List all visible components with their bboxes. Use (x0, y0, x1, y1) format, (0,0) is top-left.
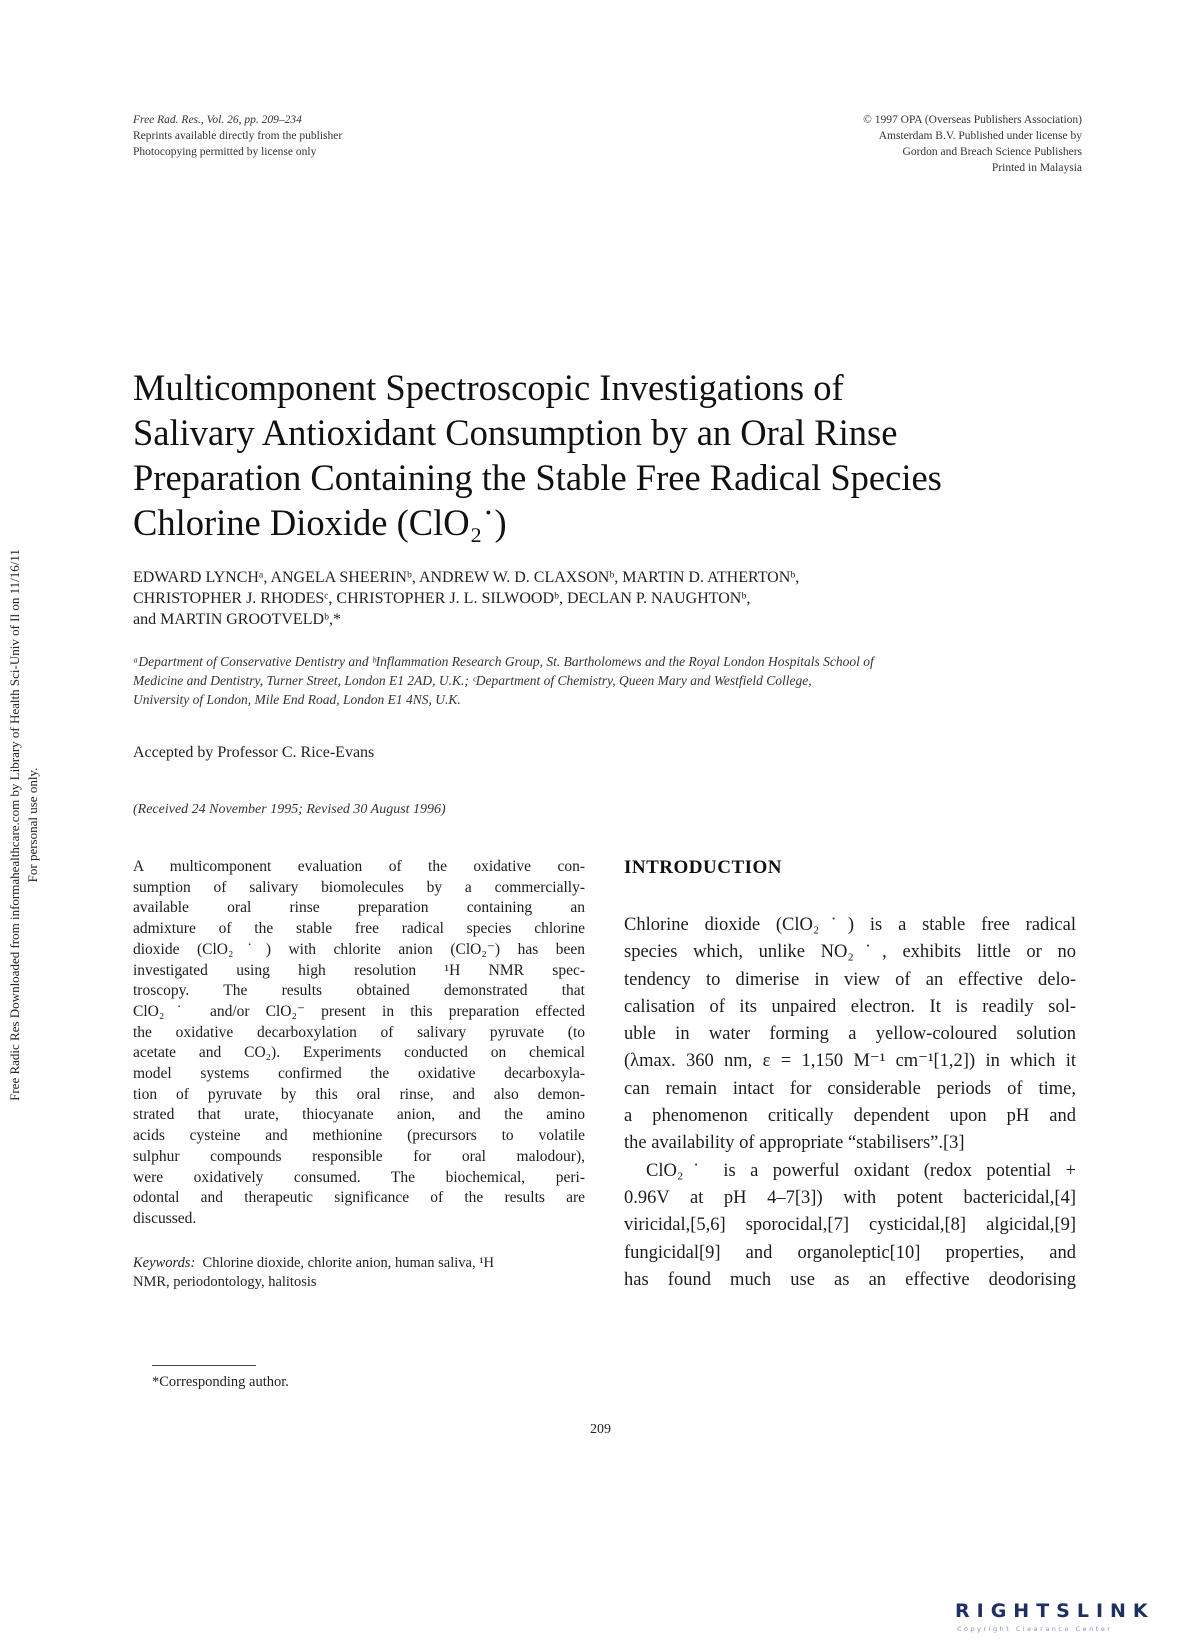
download-source-line: Free Radic Res Downloaded from informahealthcare.com by Library of Health Sci-Univ of Il on 11/16/11 (7, 549, 22, 1101)
abstract-line: tion of pyruvate by this oral rinse, and also demon- (133, 1085, 585, 1103)
abstract-line: available oral rinse preparation containing an (133, 899, 585, 917)
title-line: Preparation Containing the Stable Free Radical Species (133, 457, 942, 498)
abstract-line: ClO₂˙ and/or ClO₂⁻ present in this preparation effected (133, 1002, 585, 1020)
intro-line: viricidal,[5,6] sporocidal,[7] cysticidal,[8] algicidal,[9] (624, 1215, 1076, 1236)
intro-line: calisation of its unpaired electron. It is readily sol- (624, 996, 1076, 1017)
intro-line: a phenomenon critically dependent upon pH and (624, 1106, 1076, 1127)
keywords-text: Chlorine dioxide, chlorite anion, human saliva, ¹H (202, 1255, 495, 1271)
abstract-line: sulphur compounds responsible for oral malodour), (133, 1147, 585, 1165)
copyright-line: © 1997 OPA (Overseas Publishers Association) (863, 114, 1082, 126)
keywords-text: NMR, periodontology, halitosis (133, 1274, 317, 1290)
intro-line: fungicidal[9] and organoleptic[10] properties, and (624, 1242, 1076, 1263)
author-line: and MARTIN GROOTVELDᵇ,* (133, 611, 341, 628)
accepted-by: Accepted by Professor C. Rice-Evans (133, 744, 375, 761)
abstract-line: strated that urate, thiocyanate anion, and the amino (133, 1106, 585, 1124)
affiliation-line: University of London, Mile End Road, London E1 4NS, U.K. (133, 692, 461, 707)
section-heading: INTRODUCTION (624, 857, 783, 878)
rightslink-logo[interactable] (955, 1600, 1155, 1640)
intro-line: uble in water forming a yellow-coloured solution (624, 1024, 1076, 1045)
abstract (133, 857, 585, 1230)
printed-line: Printed in Malaysia (991, 162, 1082, 174)
abstract-line: acetate and CO₂). Experiments conducted on chemical (133, 1044, 585, 1062)
keywords-label: Keywords: (133, 1255, 196, 1271)
corresponding-author-footnote: *Corresponding author. (152, 1374, 289, 1390)
introduction-text (624, 912, 1076, 1294)
photocopy-note: Photocopying permitted by license only (133, 146, 317, 158)
affiliations (133, 652, 1093, 709)
abstract-line: sumption of salivary biomolecules by a commercially- (133, 878, 585, 896)
abstract-line: dioxide (ClO₂˙) with chlorite anion (ClO₂⁻) has been (133, 940, 585, 958)
title-line: Multicomponent Spectroscopic Investigations of (133, 367, 844, 408)
abstract-line: A multicomponent evaluation of the oxidative con- (133, 858, 585, 875)
license-line: Amsterdam B.V. Published under license by (878, 130, 1082, 142)
intro-line: ClO₂˙ is a powerful oxidant (redox potential + (646, 1160, 1076, 1181)
intro-line: tendency to dimerise in view of an effective delo- (624, 969, 1076, 990)
reprints-note: Reprints available directly from the publisher (133, 130, 343, 142)
keywords (133, 1254, 585, 1292)
footnote-rule (152, 1365, 256, 1366)
abstract-line: investigated using high resolution ¹H NMR spec- (133, 961, 585, 979)
publisher-header (863, 112, 1082, 176)
publisher-line: Gordon and Breach Science Publishers (902, 146, 1082, 158)
abstract-line: the oxidative decarboxylation of salivary pyruvate (to (133, 1023, 585, 1041)
article-title (133, 365, 1093, 545)
received-dates: (Received 24 November 1995; Revised 30 August 1996) (133, 802, 446, 817)
affiliation-line: ᵃDepartment of Conservative Dentistry and ᵇInflammation Research Group, St. Bartholomews and the Royal London Hospitals School of (133, 654, 874, 669)
intro-line: the availability of appropriate “stabilisers”.[3] (624, 1133, 965, 1154)
journal-header (133, 112, 342, 160)
affiliation-line: Medicine and Dentistry, Turner Street, London E1 2AD, U.K.; ᶜDepartment of Chemistry, Queen Mary and Westfield College, (133, 673, 812, 688)
intro-line: 0.96V at pH 4–7[3]) with potent bactericidal,[4] (624, 1187, 1076, 1208)
abstract-line: discussed. (133, 1209, 197, 1227)
intro-line: Chlorine dioxide (ClO₂˙) is a stable free radical (624, 915, 1076, 935)
journal-citation: Free Rad. Res., Vol. 26, pp. 209–234 (133, 114, 302, 126)
intro-line: (λmax. 360 nm, ε = 1,150 M⁻¹ cm⁻¹[1,2]) in which it (624, 1051, 1076, 1072)
abstract-line: model systems confirmed the oxidative decarboxyla- (133, 1065, 585, 1083)
author-list (133, 567, 1093, 630)
title-line: Salivary Antioxidant Consumption by an Oral Rinse (133, 412, 898, 453)
personal-use-line: For personal use only. (25, 767, 40, 883)
intro-line: can remain intact for considerable periods of time, (624, 1078, 1076, 1099)
intro-line: species which, unlike NO₂˙, exhibits little or no (624, 942, 1076, 963)
rightslink-logo-subtext: Copyright Clearance Center (957, 1625, 1113, 1633)
author-line: EDWARD LYNCHᵃ, ANGELA SHEERINᵇ, ANDREW W. D. CLAXSONᵇ, MARTIN D. ATHERTONᵇ, (133, 569, 800, 586)
intro-line: has found much use as an effective deodorising (624, 1269, 1076, 1290)
abstract-line: odontal and therapeutic significance of the results are (133, 1189, 585, 1207)
abstract-line: admixture of the stable free radical species chlorine (133, 920, 585, 938)
title-line: Chlorine Dioxide (ClO₂˙) (133, 502, 507, 543)
author-line: CHRISTOPHER J. RHODESᶜ, CHRISTOPHER J. L. SILWOODᵇ, DECLAN P. NAUGHTONᵇ, (133, 590, 751, 607)
abstract-line: troscopy. The results obtained demonstrated that (133, 982, 585, 1000)
page-number: 209 (590, 1422, 611, 1437)
abstract-line: were oxidatively consumed. The biochemical, peri- (133, 1168, 585, 1186)
rightslink-logo-text: RIGHTSLINK (955, 1600, 1155, 1622)
download-watermark (6, 475, 46, 1175)
abstract-line: acids cysteine and methionine (precursors to volatile (133, 1127, 585, 1145)
